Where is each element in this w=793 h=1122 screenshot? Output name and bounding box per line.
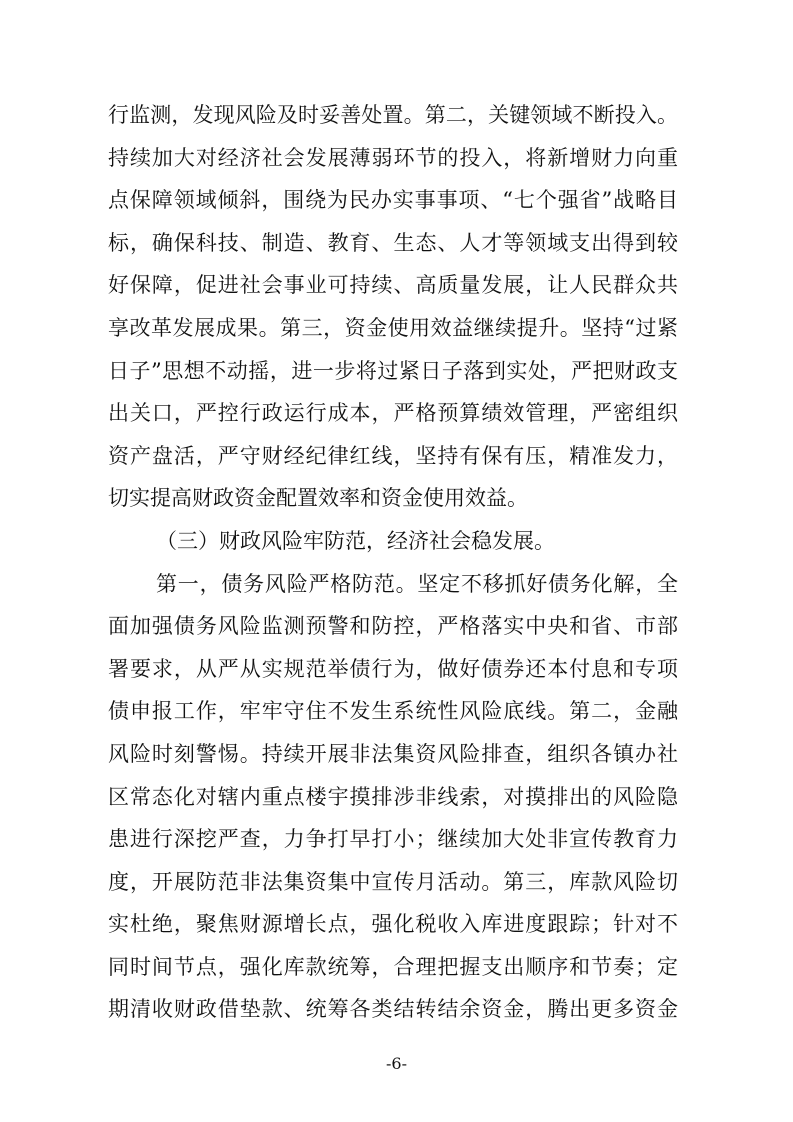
text-line: 区常态化对辖内重点楼宇摸排涉非线索，对摸排出的风险隐 (108, 784, 678, 809)
text-line: 债申报工作，牢牢守住不发生系统性风险底线。第二，金融 (108, 699, 678, 724)
text-line: 行监测，发现风险及时妥善处置。第二，关键领域不断投入。 (108, 103, 678, 127)
text-line: 好保障，促进社会事业可持续、高质量发展，让人民群众共 (108, 273, 678, 298)
text-line: 署要求，从严从实规范举债行为，做好债券还本付息和专项 (108, 656, 678, 681)
document-body (108, 94, 678, 1031)
text-line: 资产盘活，严守财经纪律红线，坚持有保有压，精准发力， (108, 443, 678, 468)
text-line: 同时间节点，强化库款统筹，合理把握支出顺序和节奏；定 (108, 954, 678, 979)
text-line: 出关口，严控行政运行成本，严格预算绩效管理，严密组织 (108, 401, 678, 426)
text-line: 期清收财政借垫款、统筹各类结转结余资金，腾出更多资金 (108, 997, 678, 1022)
page-number: -6- (386, 1054, 407, 1073)
section-heading: （三）财政风险牢防范，经济社会稳发展。 (156, 528, 555, 553)
text-line: 标，确保科技、制造、教育、生态、人才等领域支出得到较 (108, 230, 678, 255)
paragraph-first-line: 第一，债务风险严格防范。坚定不移抓好债务化解，全 (156, 571, 678, 596)
text-line: 享改革发展成果。第三，资金使用效益继续提升。坚持“过紧 (108, 315, 678, 340)
text-line: 持续加大对经济社会发展薄弱环节的投入，将新增财力向重 (108, 145, 678, 170)
text-line: 度，开展防范非法集资集中宣传月活动。第三，库款风险切 (108, 869, 678, 894)
text-line: 面加强债务风险监测预警和防控，严格落实中央和省、市部 (108, 614, 678, 639)
text-line: 患进行深挖严查，力争打早打小；继续加大处非宣传教育力 (108, 827, 678, 852)
paragraph-last-line: 切实提高财政资金配置效率和资金使用效益。 (108, 486, 528, 511)
text-line: 日子”思想不动摇，进一步将过紧日子落到实处，严把财政支 (108, 358, 678, 383)
text-line: 点保障领域倾斜，围绕为民办实事事项、“七个强省”战略目 (108, 188, 678, 213)
text-line: 风险时刻警惕。持续开展非法集资风险排查，组织各镇办社 (108, 741, 678, 766)
text-line: 实杜绝，聚焦财源增长点，强化税收入库进度跟踪；针对不 (108, 912, 678, 937)
